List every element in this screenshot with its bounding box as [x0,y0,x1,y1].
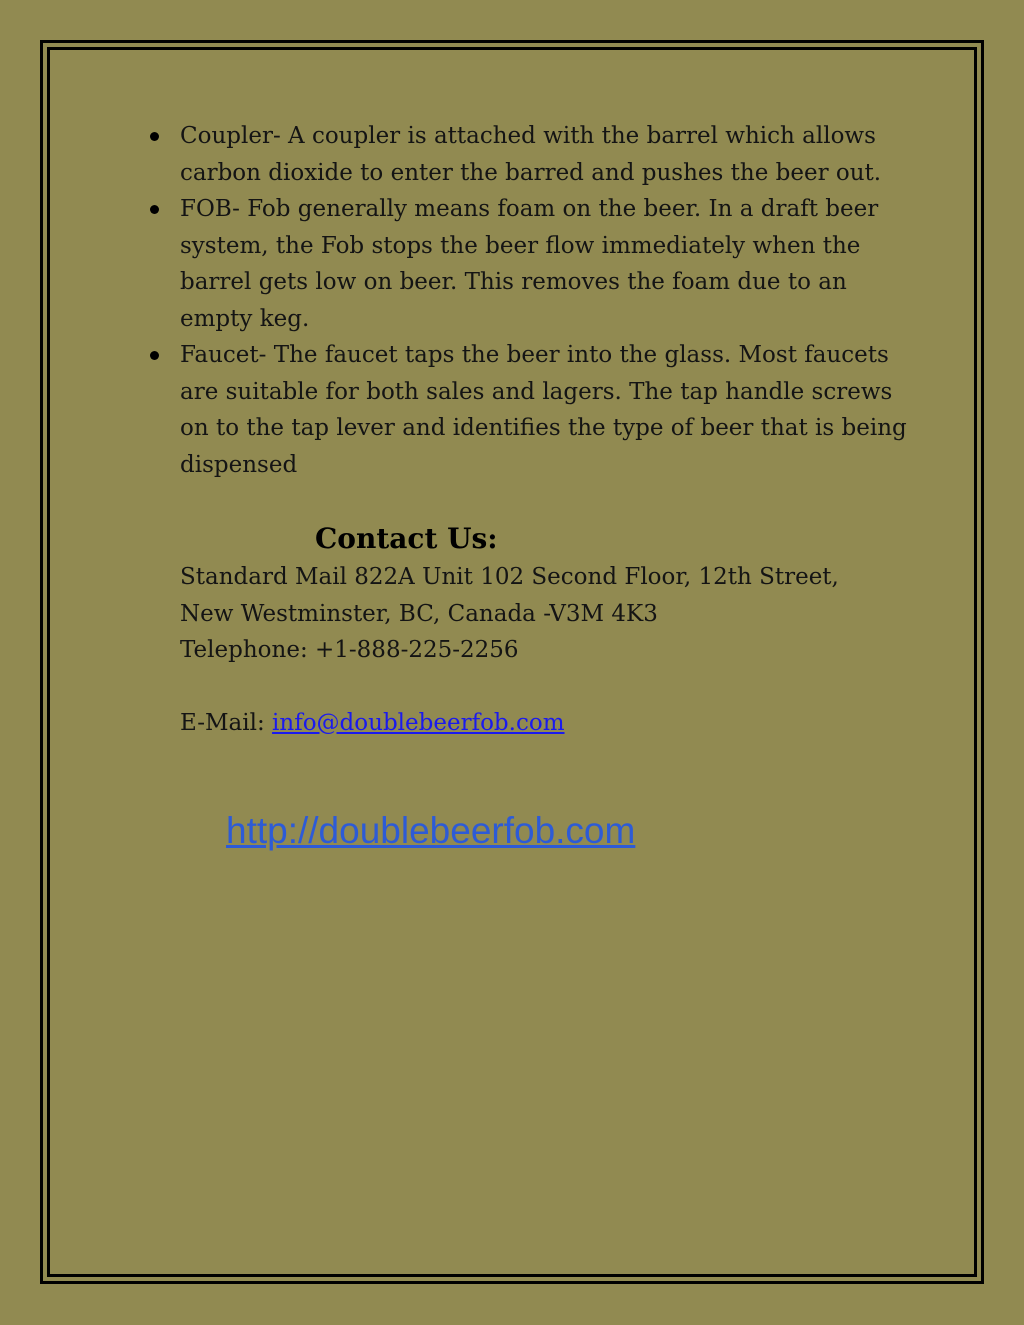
bullet-list [140,118,920,483]
contact-heading: Contact Us: [315,522,498,555]
list-item [140,118,920,191]
contact-block [140,559,920,741]
website-link[interactable]: http://doublebeerfob.com [226,810,636,851]
bullet-text: Faucet- The faucet taps the beer into the glass. Most faucets are suitable for both sales and lagers. The tap handle screws on to the tap lever and identifies the type of beer that is being dispensed [180,342,907,478]
telephone: Telephone: +1-888-225-2256 [180,637,519,663]
list-item [140,191,920,337]
bullet-icon [150,351,159,360]
list-item [140,337,920,483]
email-label: E-Mail: [180,709,273,736]
address-line-2: New Westminster, BC, Canada -V3M 4K3 [180,600,658,627]
email-link[interactable]: info@doublebeerfob.com [272,709,565,736]
bullet-icon [150,205,159,214]
email-line [180,705,920,742]
address-line-1: Standard Mail 822A Unit 102 Second Floor, 12th Street, [180,564,839,590]
spacer [180,669,920,705]
document-content [140,118,920,741]
bullet-text: Coupler- A coupler is attached with the barrel which allows carbon dioxide to enter the barred and pushes the beer out. [180,123,882,186]
bullet-icon [150,132,159,141]
bullet-text: FOB- Fob generally means foam on the beer. In a draft beer system, the Fob stops the beer flow immediately when the barrel gets low on beer. This removes the foam due to an empty keg. [180,196,879,332]
